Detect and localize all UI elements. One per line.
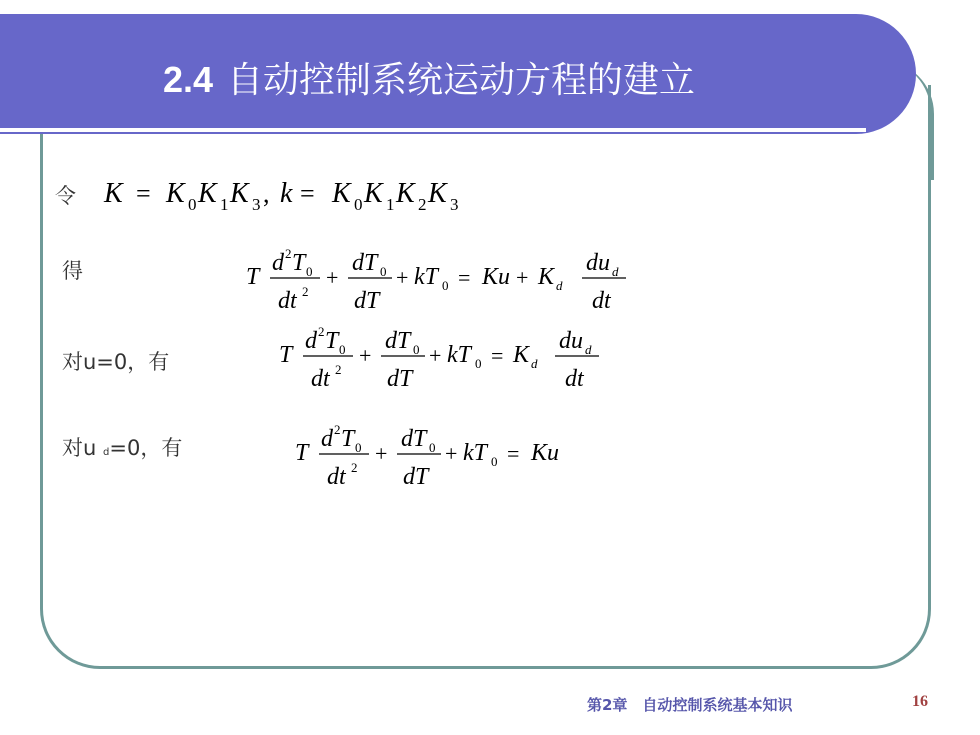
svg-text:K: K (230, 178, 249, 209)
svg-text:du: du (559, 328, 583, 354)
svg-text:2: 2 (351, 460, 358, 475)
svg-text:+: + (429, 343, 442, 368)
title-underline (0, 128, 866, 132)
svg-text:T: T (325, 328, 339, 354)
svg-text:=: = (300, 179, 315, 208)
svg-text:K: K (538, 264, 555, 290)
svg-text:kT: kT (414, 264, 438, 290)
svg-text:2: 2 (334, 422, 341, 437)
svg-text:du: du (586, 250, 610, 276)
svg-text:kT: kT (463, 440, 487, 466)
title-text: 自动控制系统运动方程的建立 (227, 60, 696, 101)
svg-text:0: 0 (355, 440, 362, 455)
svg-text:dT: dT (387, 366, 413, 392)
svg-text:K: K (104, 178, 123, 209)
svg-text:+: + (326, 265, 339, 290)
equation-definitions (100, 170, 500, 220)
svg-text:1: 1 (220, 195, 229, 214)
svg-text:,: , (263, 179, 270, 208)
svg-text:2: 2 (318, 324, 325, 339)
svg-text:0: 0 (380, 264, 387, 279)
svg-text:2: 2 (418, 195, 427, 214)
svg-text:1: 1 (386, 195, 395, 214)
svg-text:0: 0 (491, 454, 498, 469)
svg-text:T: T (246, 264, 260, 290)
svg-text:+: + (445, 441, 458, 466)
section-number: 2.4 (163, 59, 214, 100)
svg-text:2: 2 (335, 362, 342, 377)
page-number: 16 (912, 693, 928, 710)
svg-text:0: 0 (429, 440, 436, 455)
svg-text:K: K (332, 178, 351, 209)
svg-text:Ku: Ku (482, 264, 511, 290)
svg-text:+: + (359, 343, 372, 368)
svg-text:T: T (341, 426, 355, 452)
svg-text:0: 0 (339, 342, 346, 357)
svg-text:dt: dt (592, 288, 611, 314)
svg-text:=: = (507, 441, 520, 466)
svg-text:K: K (428, 178, 447, 209)
svg-text:K: K (364, 178, 383, 209)
svg-text:K: K (198, 178, 217, 209)
label-ud-prefix: 对u (62, 436, 103, 460)
svg-text:=: = (491, 343, 504, 368)
svg-text:Ku: Ku (531, 440, 560, 466)
svg-text:dT: dT (352, 250, 378, 276)
svg-text:dt: dt (327, 464, 346, 490)
svg-text:0: 0 (354, 195, 363, 214)
label-u-zero: 对u=0，有 (62, 350, 170, 374)
svg-text:2: 2 (302, 284, 309, 299)
svg-text:+: + (375, 441, 388, 466)
svg-text:3: 3 (252, 195, 261, 214)
label-ud-sub: d (103, 447, 110, 458)
svg-text:=: = (458, 265, 471, 290)
label-let: 令 (55, 184, 76, 208)
label-get: 得 (62, 259, 83, 283)
svg-text:3: 3 (450, 195, 459, 214)
svg-text:K: K (513, 342, 530, 368)
svg-text:dT: dT (385, 328, 411, 354)
svg-text:K: K (166, 178, 185, 209)
svg-text:d: d (272, 250, 284, 276)
svg-text:0: 0 (306, 264, 313, 279)
svg-text:d: d (321, 426, 333, 452)
slide-title (163, 52, 695, 103)
svg-text:0: 0 (188, 195, 197, 214)
svg-text:d: d (531, 356, 538, 371)
svg-text:dT: dT (354, 288, 380, 314)
svg-text:dt: dt (278, 288, 297, 314)
svg-text:0: 0 (413, 342, 420, 357)
svg-text:k: k (280, 178, 293, 209)
svg-text:d: d (305, 328, 317, 354)
svg-text:+: + (396, 265, 409, 290)
label-ud-zero (62, 432, 182, 462)
svg-text:T: T (292, 250, 306, 276)
svg-text:K: K (396, 178, 415, 209)
svg-text:dt: dt (311, 366, 330, 392)
equation-u-zero (273, 318, 633, 398)
svg-text:T: T (295, 440, 309, 466)
svg-text:kT: kT (447, 342, 471, 368)
svg-text:dT: dT (403, 464, 429, 490)
equation-full (240, 240, 660, 320)
svg-text:0: 0 (475, 356, 482, 371)
footer-chapter: 第2章 自动控制系统基本知识 (587, 696, 793, 714)
svg-text:d: d (585, 342, 592, 357)
label-ud-suffix: =0，有 (109, 436, 183, 460)
svg-text:=: = (136, 179, 151, 208)
svg-text:+: + (516, 265, 529, 290)
equation-ud-zero (289, 416, 589, 496)
svg-text:2: 2 (285, 246, 292, 261)
svg-text:dT: dT (401, 426, 427, 452)
svg-text:dt: dt (565, 366, 584, 392)
svg-text:T: T (279, 342, 293, 368)
svg-text:0: 0 (442, 278, 449, 293)
svg-text:d: d (612, 264, 619, 279)
svg-text:d: d (556, 278, 563, 293)
